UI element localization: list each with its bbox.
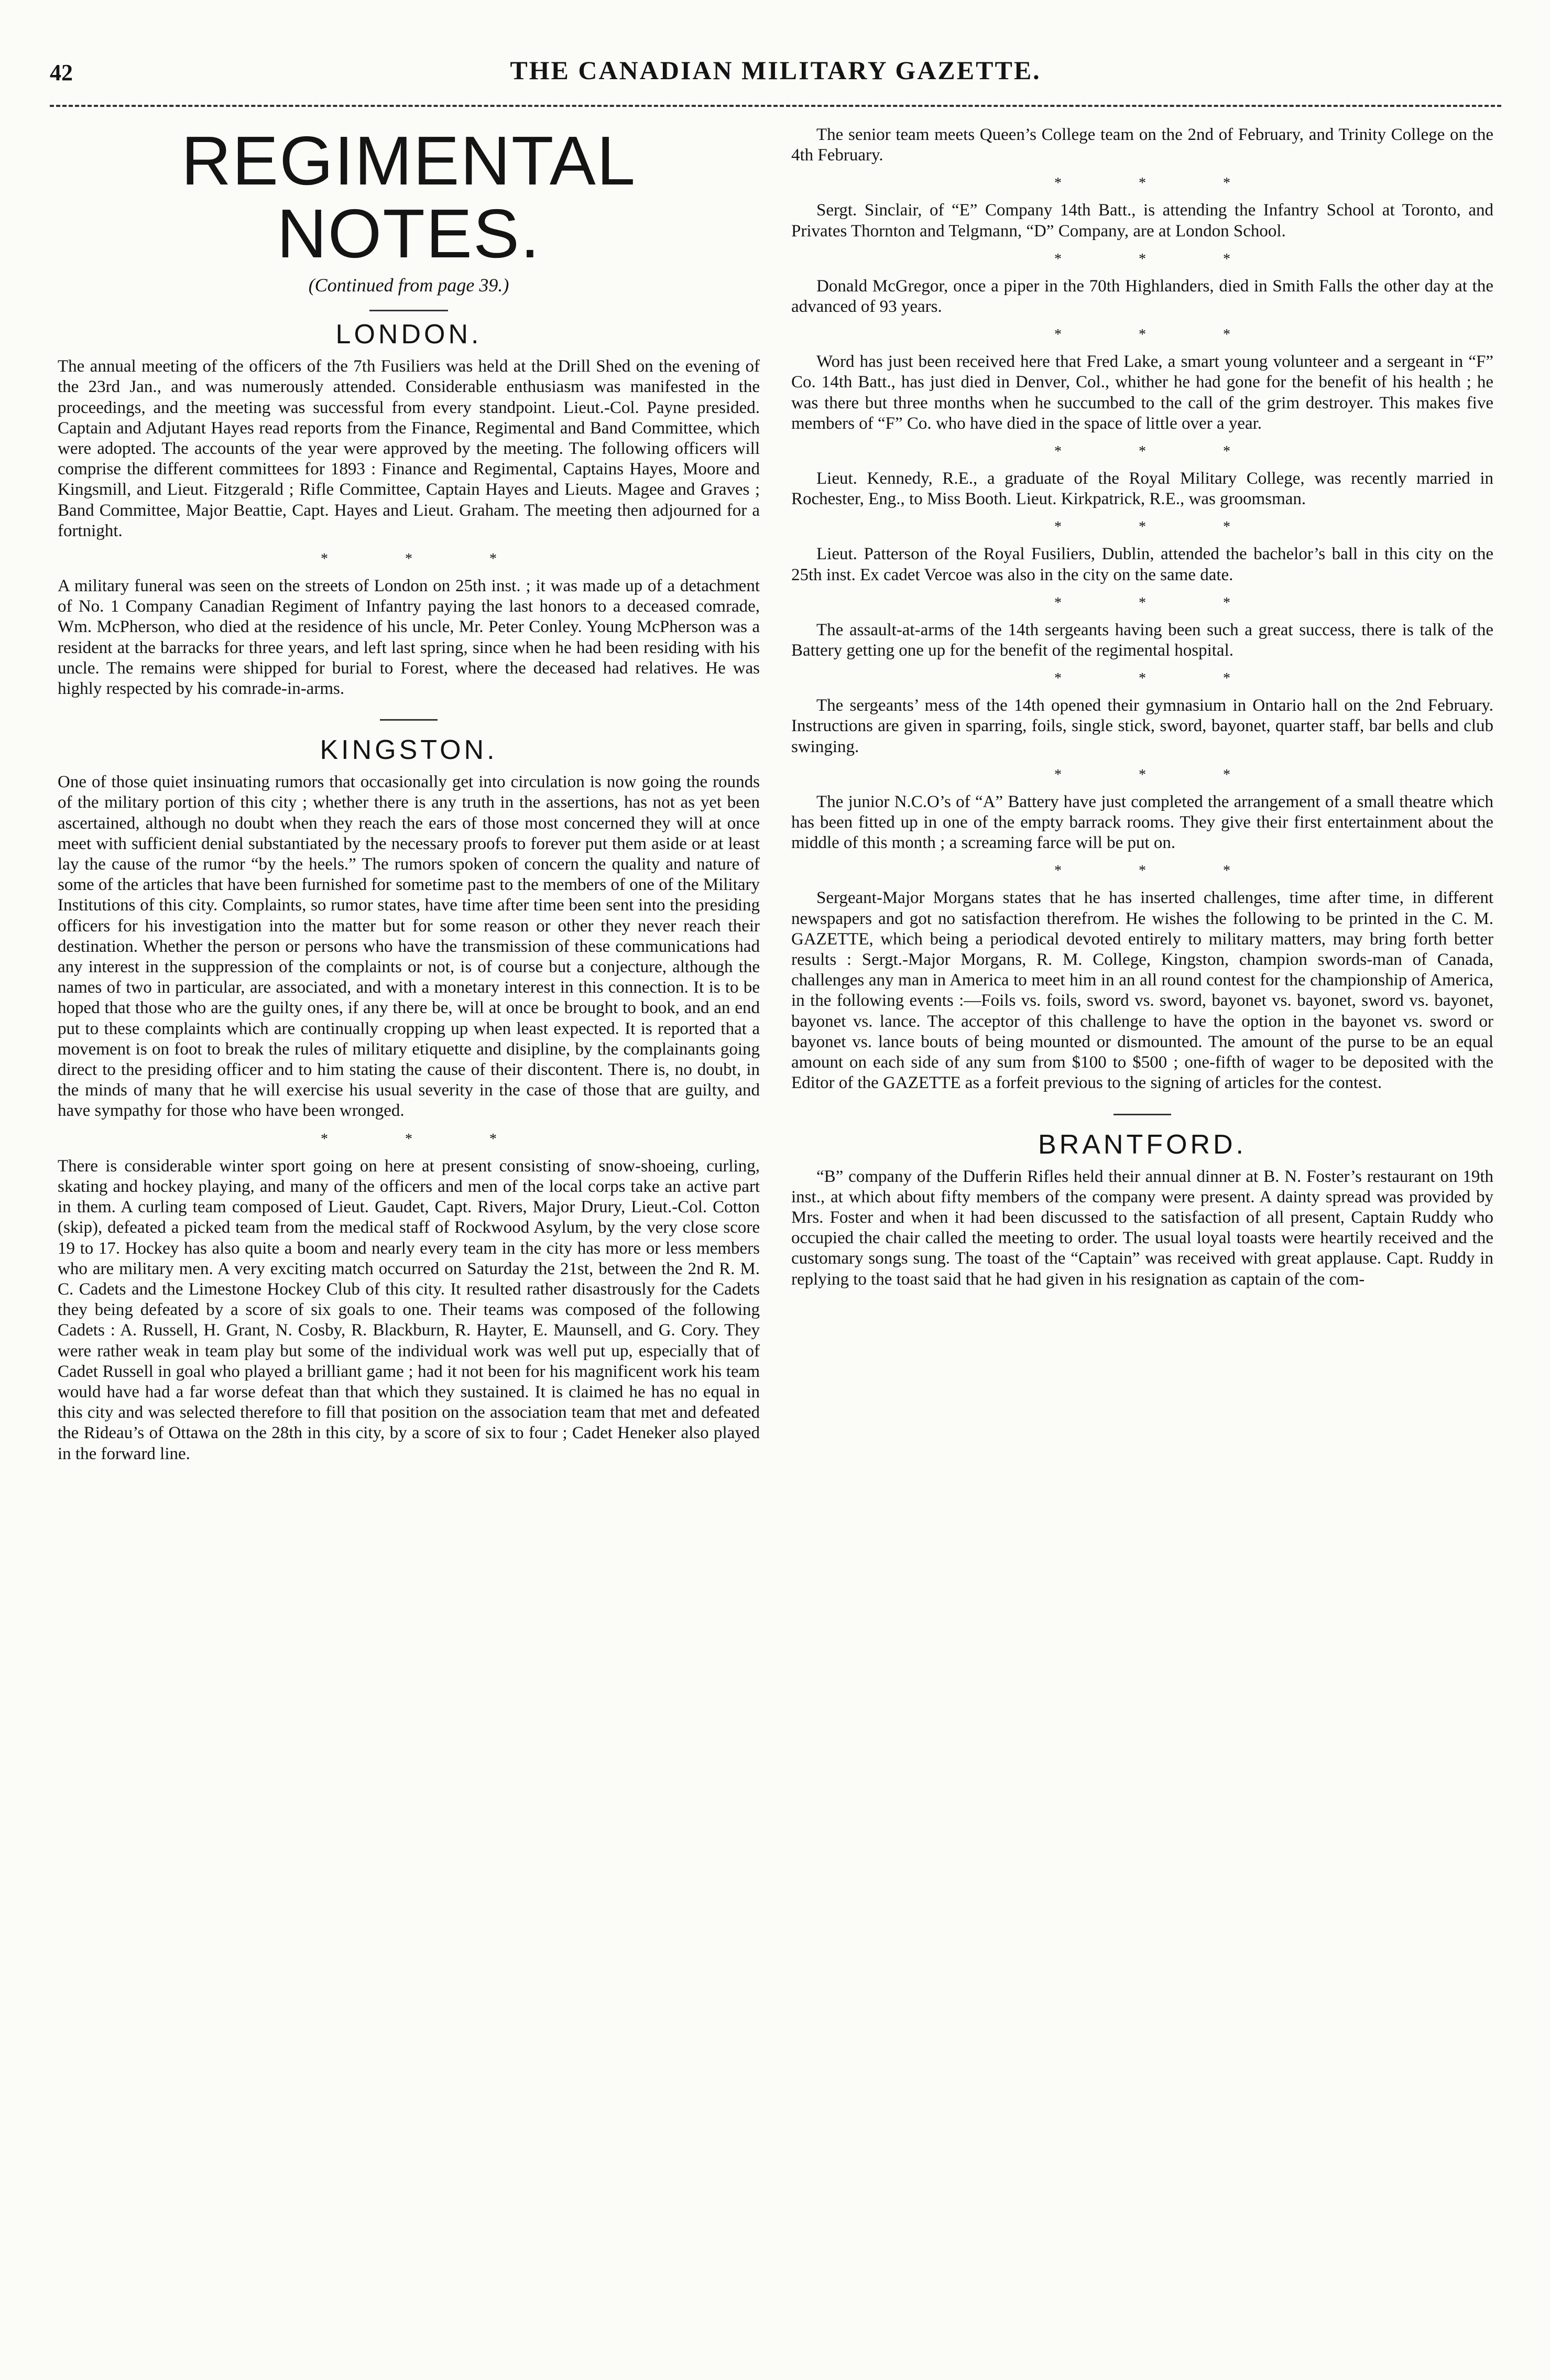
section-heading-london: LONDON. bbox=[335, 319, 482, 350]
kingston-paragraph: The sergeants’ mess of the 14th opened their gymnasium in Ontario hall on the 2nd February. Instructions are given in sparring, foils, single stick, sword, bayonet, quarter staff, bar bells and club swinging. bbox=[791, 696, 1493, 756]
header-rule bbox=[50, 105, 1501, 107]
kingston-paragraph: The senior team meets Queen’s College team on the 2nd of February, and Trinity College on the 4th February. bbox=[791, 125, 1493, 165]
running-head bbox=[50, 55, 1501, 97]
section-stars: * * * bbox=[1054, 863, 1267, 879]
page-number: 42 bbox=[50, 60, 73, 85]
kingston-paragraph: Lieut. Patterson of the Royal Fusiliers, Dublin, attended the bachelor’s ball in this city on the 25th inst. Ex cadet Vercoe was also in the city on the same date. bbox=[791, 545, 1493, 584]
brantford-paragraph: “B” company of the Dufferin Rifles held their annual dinner at B. N. Foster’s restaurant on 19th inst., at which about fifty members of the company were present. A dainty spread was provided by Mrs. Foster and when it had been discussed to the satisfaction of all present, Captain Ruddy who occupied the chair called the meeting to order. The usual loyal toasts were heartily received and the customary songs sung. The toast of the “Captain” was received with great applause. Capt. Ruddy in replying to the toast said that he had given in his resignation as captain of the com- bbox=[791, 1167, 1493, 1289]
london-paragraph: A military funeral was seen on the streets of London on 25th inst. ; it was made up of a detachment of No. 1 Company Canadian Regiment of Infantry paying the last honors to a deceased comrade, Wm. McPherson, who died at the residence of his uncle, Mr. Peter Conley. Young McPherson was a resident at the barracks for three years, and left last spring, since when he had been residing with his uncle. The remains were shipped for burial to Forest, where the deceased had relatives. He was highly respected by his comrade-in-arms. bbox=[58, 577, 760, 699]
kingston-paragraph: Sergeant-Major Morgans states that he has inserted challenges, time after time, in different newspapers and got no satisfaction therefrom. He wishes the following to be printed in the C. M. GAZETTE, which being a periodical devoted entirely to military matters, may bring forth better results : Sergt.-Major Morgans, R. M. College, Kingston, champion swords-man of Canada, challenges any man in America to meet him in an all round contest for the championship of America, in the following events :—Foils vs. foils, sword vs. sword, bayonet vs. bayonet, sword vs. bayonet, bayonet vs. lance. The acceptor of this challenge to have the option in the bayonet vs. sword or bayonet vs. lance bouts of being mounted or dismounted. The amount of the purse to be an equal amount on each side of any sum from $100 to $500 ; one-fifth of wager to be deposited with the Editor of the GAZETTE as a forfeit previous to the signing of articles for the contest. bbox=[791, 888, 1493, 1093]
article-title: REGIMENTAL NOTES. bbox=[181, 125, 637, 272]
section-stars: * * * bbox=[1054, 670, 1267, 687]
section-heading-brantford: BRANTFORD. bbox=[1038, 1129, 1247, 1160]
section-stars: * * * bbox=[1054, 251, 1267, 267]
kingston-paragraph: Sergt. Sinclair, of “E” Company 14th Batt., is attending the Infantry School at Toronto, and Privates Thornton and Telgmann, “D” Company, are at London School. bbox=[791, 201, 1493, 241]
kingston-paragraph: The junior N.C.O’s of “A” Battery have just completed the arrangement of a small theatre which has been fitted up in one of the empty barrack rooms. They give their first entertainment about the middle of this month ; a screaming farce will be put on. bbox=[791, 792, 1493, 853]
section-rule bbox=[1114, 1114, 1171, 1115]
section-stars: * * * bbox=[1054, 175, 1267, 192]
continued-note: (Continued from page 39.) bbox=[308, 275, 509, 296]
kingston-paragraph: There is considerable winter sport going on here at present consisting of snow-shoeing, curling, skating and hockey playing, and many of the officers and men of the local corps take an active part in them. A curling team composed of Lieut. Gaudet, Capt. Rivers, Major Drury, Lieut.-Col. Cotton (skip), defeated a picked team from the medical staff of Rockwood Asylum, by the very close score 19 to 17. Hockey has also quite a boom and nearly every team in the city has more or less members who are military men. A very exciting match occurred on Saturday the 21st, between the 2nd R. M. C. Cadets and the Limestone Hockey Club of this city. It resulted rather disastrously for the Cadets they being defeated by a score of six goals to one. Their teams was composed of the following Cadets : A. Russell, H. Grant, N. Cosby, R. Blackburn, R. Hayter, E. Maunsell, and G. Cory. They were rather weak in team play but some of the individual work was well put up, especially that of Cadet Russell in goal who played a brilliant game ; had it not been for his magnificent work his team would have had a far worse defeat than that which they sustained. It is claimed he has no equal in this city and was selected therefore to fill that position on the association team that met and defeated the Rideau’s of Ottawa on the 28th in this city, by a score of six to four ; Cadet Heneker also played in the forward line. bbox=[58, 1156, 760, 1463]
section-rule bbox=[380, 719, 438, 721]
section-stars: * * * bbox=[1054, 327, 1267, 343]
title-rule bbox=[369, 310, 448, 311]
kingston-paragraph: The assault-at-arms of the 14th sergeants having been such a great success, there is talk of the Battery getting one up for the benefit of the regimental hospital. bbox=[791, 620, 1493, 660]
section-stars: * * * bbox=[1054, 519, 1267, 536]
section-stars: * * * bbox=[321, 551, 533, 568]
kingston-paragraph: Word has just been received here that Fred Lake, a smart young volunteer and a sergeant in “F” Co. 14th Batt., has just died in Denver, Col., whither he had gone for the benefit of his health ; he was there but three months when he succumbed to the call of the grim destroyer. This makes five members of “F” Co. who have died in the space of little over a year. bbox=[791, 352, 1493, 433]
kingston-paragraph: Lieut. Kennedy, R.E., a graduate of the Royal Military College, was recently married in Rochester, Eng., to Miss Booth. Lieut. Kirkpatrick, R.E., was groomsman. bbox=[791, 469, 1493, 509]
kingston-paragraph: One of those quiet insinuating rumors that occasionally get into circulation is now going the rounds of the military portion of this city ; whether there is any truth in the assertions, has not as yet been ascertained, although no doubt when they reach the ears of those most concerned they will at once meet with sufficient denial substantiated by the necessary proofs to forever put them aside or at least lay the cause of the rumor “by the heels.” The rumors spoken of concern the quality and nature of some of the articles that have been furnished for sometime past to the members of one of the Military Institutions of this city. Complaints, so rumor states, have time after time been sent into the presiding officers for his investigation into the matter but for some reason or other they never reach their destination. Whether the person or persons who have the transmission of these communications had any interest in the suppression of the complaints or not, is of course but a conjecture, although the names of two in particular, are associated, and with a monetary interest in this connection. It is to be hoped that those who are the guilty ones, if any there be, will at once be brought to book, and an end put to these complaints which are continually cropping up when least expected. It is reported that a movement is on foot to break the rules of military etiquette and disipline, by the complainants going direct to the presiding officer and to him stating the cause of their discontent. There is, no doubt, in the minds of many that he will exercise his usual severity in the case of those that are guilty, and have sympathy for those who have been wronged. bbox=[58, 773, 760, 1121]
left-column bbox=[58, 125, 760, 2357]
right-column bbox=[791, 125, 1493, 2357]
london-paragraph: The annual meeting of the officers of the 7th Fusiliers was held at the Drill Shed on the evening of the 23rd Jan., and was numerously attended. Considerable enthusiasm was manifested in the proceedings, and the meeting was successful from every standpoint. Lieut.-Col. Payne presided. Captain and Adjutant Hayes read reports from the Finance, Regimental and Band Committee, which were adopted. The accounts of the year were approved by the meeting. The following officers will comprise the different committees for 1893 : Finance and Regimental, Captains Hayes, Moore and Kingsmill, and Lieut. Fitzgerald ; Rifle Committee, Captain Hayes and Lieuts. Magee and Graves ; Band Committee, Major Beattie, Capt. Hayes and Lieut. Graham. The meeting then adjourned for a fortnight. bbox=[58, 357, 760, 540]
section-stars: * * * bbox=[1054, 766, 1267, 783]
section-heading-kingston: KINGSTON. bbox=[320, 735, 498, 766]
section-stars: * * * bbox=[1054, 594, 1267, 611]
publication-title: THE CANADIAN MILITARY GAZETTE. bbox=[510, 56, 1041, 85]
kingston-paragraph: Donald McGregor, once a piper in the 70th Highlanders, died in Smith Falls the other day at the advanced of 93 years. bbox=[791, 276, 1493, 317]
section-stars: * * * bbox=[1054, 443, 1267, 460]
section-stars: * * * bbox=[321, 1131, 533, 1147]
